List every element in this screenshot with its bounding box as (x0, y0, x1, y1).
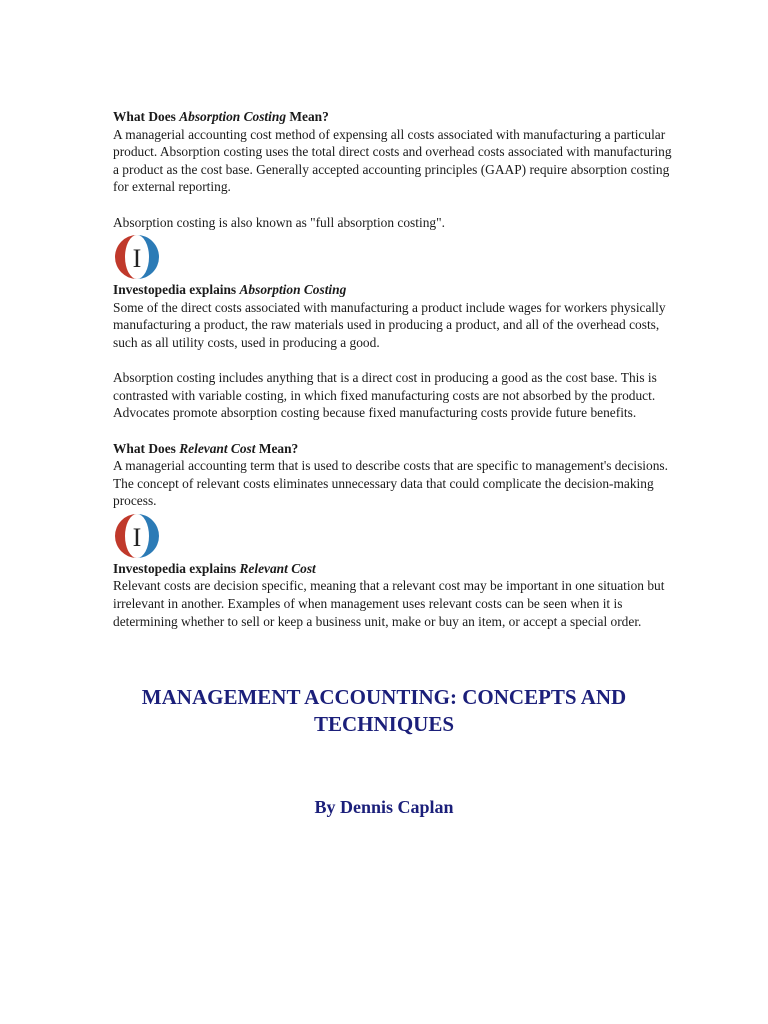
heading-suffix: Mean? (286, 109, 329, 124)
section-heading (113, 440, 673, 458)
book-title-line-1: MANAGEMENT ACCOUNTING: CONCEPTS AND (141, 685, 627, 709)
heading-term: Absorption Costing (179, 109, 287, 124)
paragraph: A managerial accounting cost method of expensing all costs associated with manufacturing a particular product. Absorption costing uses the total direct costs and overhead costs associated with manufacturing a product as the cost base. Generally accepted accounting principles (GAAP) require absorption costing for external reporting. (113, 126, 672, 195)
heading-term: Relevant Cost (239, 560, 316, 576)
investopedia-logo-icon (111, 512, 163, 560)
section-absorption-costing-definition (113, 108, 673, 231)
heading-term: Relevant Cost (179, 440, 256, 456)
heading-prefix: What Does (113, 109, 180, 124)
logo-letter: I (132, 244, 142, 274)
heading-suffix: Mean? (255, 440, 299, 456)
heading-prefix: What Does (113, 440, 180, 456)
book-title-line-2: TECHNIQUES (313, 712, 455, 736)
document-body (113, 108, 673, 630)
paragraph: Absorption costing includes anything that is a direct cost in producing a good as the cost base. This is contrasted with variable costing, in which fixed manufacturing costs are not absorbed by the product. Advocates promote absorption costing because fixed manufacturing costs provide future benefits. (113, 370, 657, 421)
section-heading (113, 560, 673, 578)
paragraph: Relevant costs are decision specific, meaning that a relevant cost may be important in one situation but irrelevant in another. Examples of when management uses relevant costs can be seen when it is determining whether to sell or keep a business unit, make or buy an item, or accept a special order. (113, 578, 665, 629)
paragraph: Some of the direct costs associated with manufacturing a product include wages for workers physically manufacturing a product, the raw materials used in producing a product, and all of the overhead costs, such as all utility costs, used in producing a good. (113, 299, 666, 350)
section-heading (113, 281, 673, 299)
logo-letter: I (132, 522, 142, 552)
section-relevant-cost-definition (113, 440, 673, 510)
investopedia-logo-icon (111, 233, 163, 281)
section-heading (113, 108, 673, 126)
paragraph: A managerial accounting term that is used to describe costs that are specific to management's decisions. The concept of relevant costs eliminates unnecessary data that could complicate the decision-making process. (113, 458, 668, 509)
heading-prefix: Investopedia explains (113, 282, 240, 298)
heading-term: Absorption Costing (239, 282, 347, 298)
author-byline: By Dennis Caplan (314, 797, 454, 817)
book-title (0, 684, 768, 738)
section-absorption-costing-explanation (113, 281, 673, 422)
paragraph: Absorption costing is also known as "full absorption costing". (113, 214, 445, 230)
section-relevant-cost-explanation (113, 560, 673, 630)
heading-prefix: Investopedia explains (113, 560, 240, 576)
